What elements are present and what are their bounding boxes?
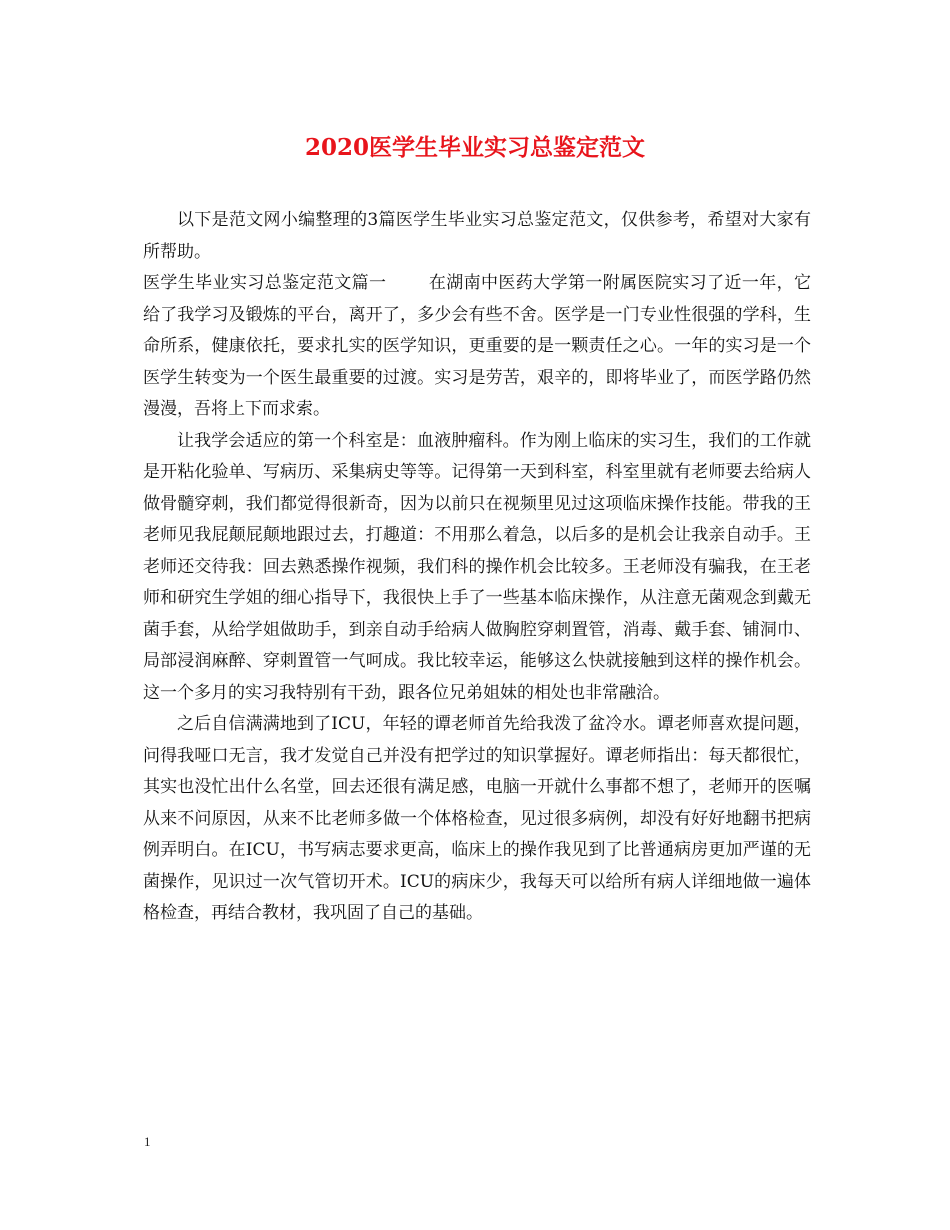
intro-paragraph: 以下是范文网小编整理的3篇医学生毕业实习总鉴定范文，仅供参考，希望对大家有所帮助。 — [143, 210, 811, 262]
document-body — [143, 205, 811, 930]
section-paragraph — [143, 268, 811, 426]
body-paragraph-3: 之后自信满满地到了ICU，年轻的谭老师首先给我泼了盆冷水。谭老师喜欢提问题，问得我哑口无言，我才发觉自己并没有把学过的知识掌握好。谭老师指出：每天都很忙，其实也没忙出什么名堂，回去还很有满足感，电脑一开就什么事都不想了，老师开的医嘱从来不问原因，从来不比老师多做一个体格检查，见过很多病例，却没有好好地翻书把病例弄明白。在ICU，书写病志要求更高，临床上的操作我见到了比普通病房更加严谨的无菌操作，见识过一次气管切开术。ICU的病床少，我每天可以给所有病人详细地做一遍体格检查，再结合教材，我巩固了自己的基础。 — [143, 714, 811, 923]
page-number: 1 — [144, 1134, 151, 1149]
section-heading: 医学生毕业实习总鉴定范文篇一 — [143, 273, 387, 293]
body-paragraph-2: 让我学会适应的第一个科室是：血液肿瘤科。作为刚上临床的实习生，我们的工作就是开粘化验单、写病历、采集病史等等。记得第一天到科室，科室里就有老师要去给病人做骨髓穿刺，我们都觉得很新奇，因为以前只在视频里见过这项临床操作技能。带我的王老师见我屁颠屁颠地跟过去，打趣道：不用那么着急，以后多的是机会让我亲自动手。王老师还交待我：回去熟悉操作视频，我们科的操作机会比较多。王老师没有骗我，在王老师和研究生学姐的细心指导下，我很快上手了一些基本临床操作，从注意无菌观念到戴无菌手套，从给学姐做助手，到亲自动手给病人做胸腔穿刺置管，消毒、戴手套、铺洞巾、局部浸润麻醉、穿刺置管一气呵成。我比较幸运，能够这么快就接触到这样的操作机会。这一个多月的实习我特别有干劲，跟各位兄弟姐妹的相处也非常融洽。 — [143, 430, 811, 703]
section-first-paragraph: 在湖南中医药大学第一附属医院实习了近一年，它给了我学习及锻炼的平台，离开了，多少会有些不舍。医学是一门专业性很强的学科，生命所系，健康依托，要求扎实的医学知识，更重要的是一颗责任之心。一年的实习是一个医学生转变为一个医生最重要的过渡。实习是劳苦，艰辛的，即将毕业了，而医学路仍然漫漫，吾将上下而求索。 — [143, 273, 812, 419]
page-title: 2020医学生毕业实习总鉴定范文 — [304, 134, 645, 161]
